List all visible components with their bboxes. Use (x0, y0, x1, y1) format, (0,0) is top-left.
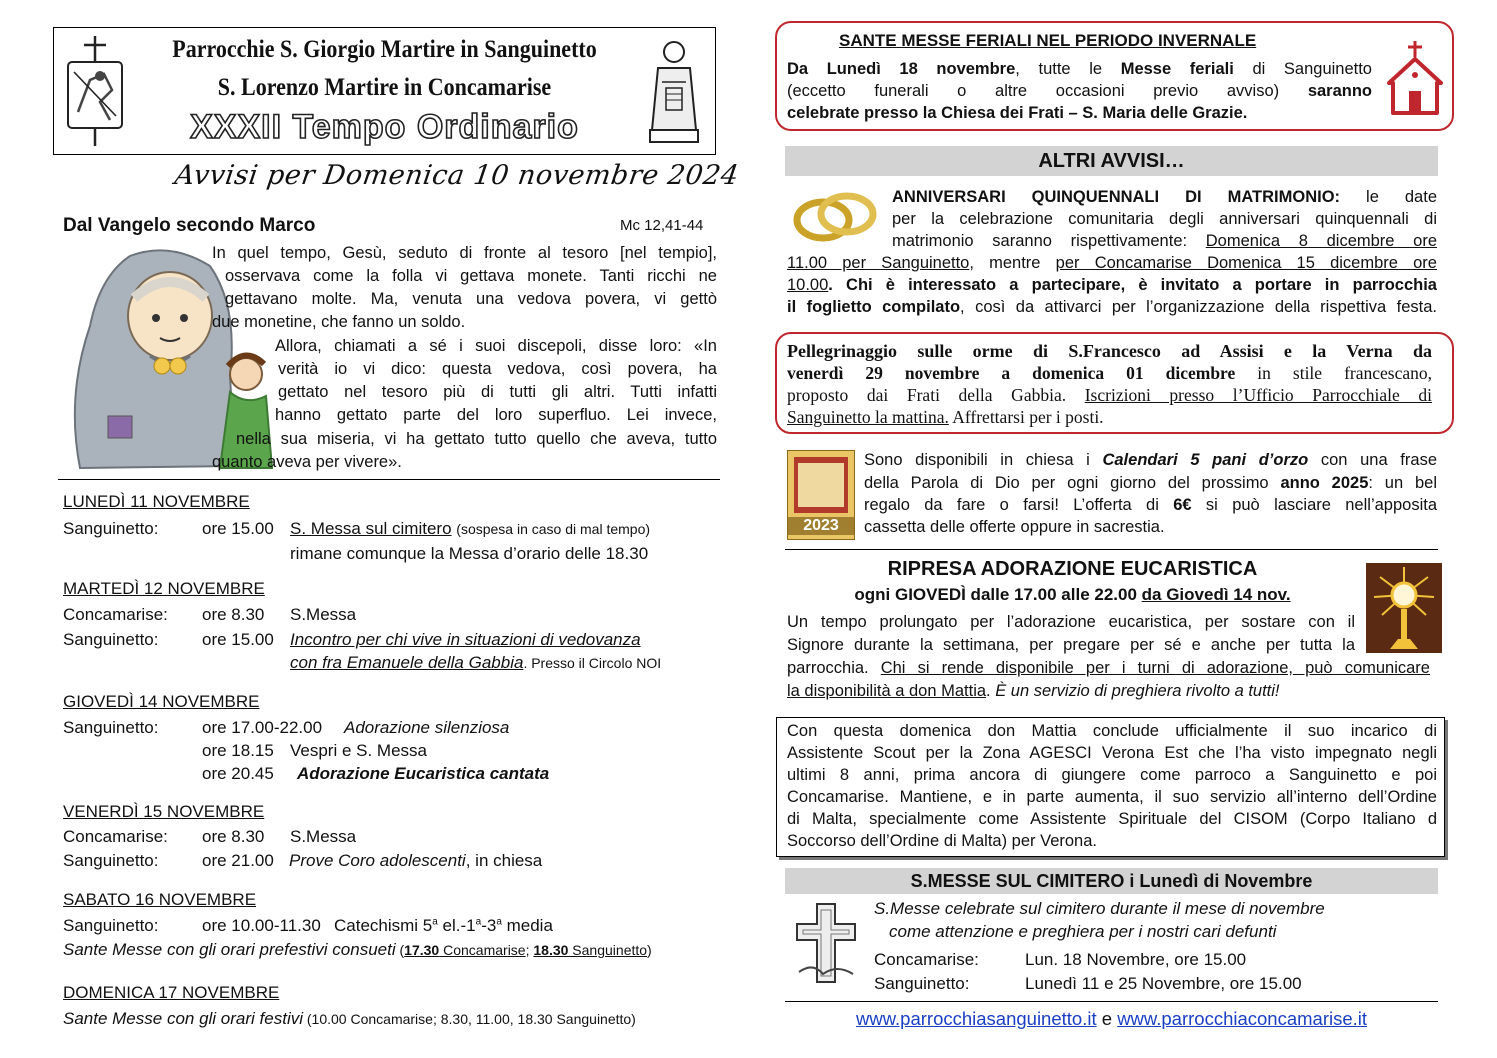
winter-masses-box (775, 21, 1454, 131)
anniv-text: matrimonio saranno rispettivamente: (892, 232, 1206, 250)
calendar-year-text: anno 2025 (1280, 474, 1369, 492)
festive-text: Sante Messe con gli orari festivi (63, 1009, 303, 1028)
time-label: ore 21.00 (202, 851, 274, 870)
altri-avvisi-bar (785, 146, 1438, 176)
adoration-call: Chi si rende disponibile per i turni di adorazione, può comunicare (880, 659, 1430, 677)
anniv-line-1 (892, 186, 1437, 208)
place-label: Concamarise: (63, 827, 168, 846)
gospel-line: nella sua miseria, vi ha gettato tutto quello che aveva, tutto (236, 430, 717, 448)
anniv-text: le date (1340, 188, 1437, 206)
altri-avvisi-title: ALTRI AVVISI… (1038, 150, 1185, 172)
separator: ; (525, 942, 534, 958)
place-label: Concamarise: (874, 950, 979, 969)
anniv-text: , mentre (969, 254, 1056, 272)
superscript: a (475, 916, 482, 928)
event-title: el.-1 (437, 916, 476, 935)
place-label: Sanguinetto: (63, 630, 159, 649)
divider (58, 479, 720, 480)
anniv-line-5 (787, 274, 1437, 296)
anniv-line-4 (787, 252, 1437, 274)
event-title: S.Messa (290, 605, 357, 624)
time-label: ore 20.45 (202, 764, 274, 783)
prefestive-time: 17.30 (404, 942, 440, 958)
time-label: ore 15.00 (202, 630, 274, 649)
place-label: Sanguinetto: (874, 974, 970, 993)
prefestive-place: Concamarise (439, 942, 526, 958)
anniv-text: , così da attivarci per l’organizzazione della rispettiva festa. (960, 298, 1437, 316)
anniv-line-2: per la celebrazione comunitaria degli anniversari quinquennali di (892, 210, 1437, 228)
festive-line (63, 1009, 636, 1029)
calendar-line-1 (864, 449, 1437, 471)
winter-title: SANTE MESSE FERIALI NEL PERIODO INVERNALE (839, 31, 1257, 50)
winter-line-1 (787, 59, 1372, 80)
event-title: S. Messa sul cimitero (290, 519, 452, 538)
day-heading-thursday: GIOVEDÌ 14 NOVEMBRE (63, 692, 260, 711)
place-label: Sanguinetto: (63, 718, 159, 737)
cemetery-time: Lun. 18 Novembre, ore 15.00 (1025, 950, 1247, 969)
calendar-line-4: cassetta delle offerte oppure in sacrestia. (864, 518, 1165, 536)
calendar-line-2 (864, 472, 1437, 494)
gospel-line: osservava come la folla vi gettava monete. Tanti ricchi ne (225, 267, 717, 285)
anniv-date: 10.00 (787, 276, 829, 294)
footer-links (785, 1008, 1438, 1030)
st-lorenzo-icon (642, 34, 706, 148)
pilgrimage-box (775, 332, 1454, 434)
calendar-cover-icon (787, 450, 855, 540)
gospel-line: Allora, chiamati a sé i suoi discepoli, disse loro: «In (275, 337, 717, 355)
pilgrimage-line-4 (787, 406, 1104, 428)
superscript: a (432, 916, 438, 928)
event-monday (290, 519, 650, 539)
time-label: ore 10.00-11.30 (202, 916, 321, 935)
winter-text-bold: saranno (1307, 82, 1372, 100)
gospel-heading: Dal Vangelo secondo Marco (63, 215, 316, 236)
wedding-rings-icon (787, 186, 883, 246)
winter-date: Da Lunedì 18 novembre (787, 60, 1016, 78)
adoration-line-4 (787, 680, 1280, 702)
calendar-price: 6€ (1173, 496, 1192, 514)
adoration-line-2: Signore durante la settimana, per pregare per sé e anche per tutta la (787, 636, 1355, 654)
anniv-line-6 (787, 296, 1437, 318)
link-sanguinetto[interactable]: www.parrocchiasanguinetto.it (855, 1008, 1097, 1029)
anniv-line-3 (892, 230, 1437, 252)
event-title: Vespri e S. Messa (290, 741, 428, 760)
scout-line: ultimi 8 anni, prima ancora di giungere come parroco a Sanguinetto e poi (787, 766, 1437, 784)
header-box (53, 27, 716, 155)
day-heading-saturday: SABATO 16 NOVEMBRE (63, 890, 257, 909)
footer-and: e (1096, 1008, 1118, 1029)
pilgrimage-registration: Sanguinetto la mattina. (787, 407, 949, 427)
gospel-line: due monetine, che fanno un soldo. (212, 313, 466, 331)
event-note: . Presso il Circolo NOI (523, 655, 662, 671)
divider (785, 1001, 1438, 1002)
cemetery-bar (785, 868, 1438, 894)
church-icon (1383, 39, 1447, 117)
paren: ) (647, 942, 652, 958)
event-note: (sospesa in caso di mal tempo) (456, 521, 651, 537)
winter-line-2 (787, 81, 1372, 102)
day-heading-monday: LUNEDÌ 11 NOVEMBRE (63, 492, 250, 511)
scout-line: Concamarise. Mantiene, e in parte aumenta, il suo servizio all’interno dell’Ordine (787, 788, 1437, 806)
gospel-line: hanno gettato parte del loro superfluo. Lei invece, (275, 406, 717, 424)
adoration-line-1: Un tempo prolungato per l’adorazione eucaristica, per sostare con il (787, 613, 1355, 631)
adoration-line-3 (787, 657, 1430, 679)
event-title: Adorazione Eucaristica cantata (297, 764, 550, 783)
prefestive-time: 18.30 (533, 942, 569, 958)
adoration-title: RIPRESA ADORAZIONE EUCARISTICA (887, 558, 1258, 580)
event-title: media (501, 916, 553, 935)
gospel-line: gettavano molte. Ma, venuta una vedova povera, vi gettò (225, 290, 717, 308)
anniv-date: per Concamarise Domenica 15 dicembre ore (1055, 254, 1437, 272)
place-label: Sanguinetto: (63, 851, 159, 870)
cemetery-line-1: S.Messe celebrate sul cimitero durante il mese di novembre (874, 899, 1325, 918)
winter-text: , tutte le (1015, 60, 1121, 78)
event-note: , in chiesa (465, 851, 543, 870)
pilgrimage-text: proposto dai Frati della Gabbia. (787, 385, 1085, 405)
monstrance-icon (1366, 563, 1442, 653)
event-title: S.Messa (290, 827, 357, 846)
gospel-line: In quel tempo, Gesù, seduto di fronte al tesoro [nel tempio], (212, 244, 717, 262)
time-label: ore 17.00-22.00 (202, 718, 323, 737)
scout-line: di Malta, specialmente come Assistente Spirituale del CISOM (Corpo Italiano d (787, 810, 1437, 828)
time-label: ore 8.30 (202, 605, 265, 624)
gospel-reference: Mc 12,41-44 (620, 217, 704, 234)
gospel-line: gettato nel tesoro più di tutti gli altri. Tutti infatti (278, 383, 717, 401)
calendar-text: con una frase (1308, 451, 1437, 469)
event-tuesday-line2 (290, 653, 661, 673)
adoration-start: da Giovedì 14 nov. (1141, 585, 1291, 604)
winter-text-bold: Messe feriali (1120, 60, 1234, 78)
pilgrimage-line-2 (787, 362, 1432, 384)
superscript: a (496, 916, 502, 928)
adoration-call: la disponibilità a don Mattia (787, 682, 987, 700)
adoration-schedule: ogni GIOVEDÌ dalle 17.00 alle 22.00 (854, 585, 1142, 604)
liturgical-title: XXXII Tempo Ordinario (190, 108, 579, 146)
pilgrimage-line-1: Pellegrinaggio sulle orme di S.Francesco ad Assisi e la Verna da (787, 341, 1432, 361)
anniv-label: ANNIVERSARI QUINQUENNALI DI MATRIMONIO: (892, 188, 1341, 206)
winter-text: di Sanguinetto (1233, 60, 1372, 78)
adoration-motto: È un servizio di preghiera rivolto a tutti! (995, 682, 1280, 700)
pilgrimage-text: Affrettarsi per i posti. (948, 407, 1104, 427)
event-friday (289, 851, 542, 871)
calendar-text: si può lasciare nell’apposita (1191, 496, 1437, 514)
calendar-text: : un bel (1368, 474, 1437, 492)
cemetery-time: Lunedì 11 e 25 Novembre, ore 15.00 (1025, 974, 1302, 993)
calendar-text: regalo da fare o farsi! L’offerta di (864, 496, 1174, 514)
event-title: Catechismi 5 (334, 916, 433, 935)
calendar-name: Calendari 5 pani d’orzo (1102, 451, 1309, 469)
winter-line-3: celebrate presso la Chiesa dei Frati – S. Maria delle Grazie. (787, 104, 1248, 122)
prefestive-place: Sanguinetto (568, 942, 648, 958)
calendar-text: della Parola di Dio per ogni giorno del prossimo (864, 474, 1281, 492)
adoration-text: . (986, 682, 996, 700)
scout-line: Assistente Scout per la Zona AGESCI Verona Est che l’ha visto impegnato negli (787, 744, 1437, 762)
festive-note: (10.00 Concamarise; 8.30, 11.00, 18.30 Sanguinetto) (303, 1011, 636, 1027)
calendar-text: Sono disponibili in chiesa i (864, 451, 1103, 469)
parish-line-2: S. Lorenzo Martire in Concamarise (217, 74, 552, 101)
anniv-date: Domenica 8 dicembre ore (1205, 232, 1437, 250)
gospel-line: verità io vi dico: questa vedova, così povera, ha (278, 360, 717, 378)
scout-notice-box (776, 717, 1445, 857)
cemetery-title: S.MESSE SUL CIMITERO i Lunedì di Novembre (910, 871, 1313, 891)
time-label: ore 15.00 (202, 519, 274, 538)
place-label: Sanguinetto: (63, 916, 159, 935)
gospel-line: quanto aveva per vivere». (212, 453, 402, 471)
pilgrimage-dates: venerdì 29 novembre a domenica 01 dicembre (787, 363, 1236, 383)
event-title: Adorazione silenziosa (344, 718, 510, 737)
winter-text: (eccetto funerali o altre occasioni previo avviso) (787, 82, 1308, 100)
prefestive-text: Sante Messe con gli orari prefestivi consueti (63, 940, 396, 959)
paren: ( (395, 942, 405, 958)
prefestive-line (63, 940, 652, 960)
pilgrimage-text: in stile francescano, (1235, 363, 1432, 383)
adoration-subtitle (785, 585, 1360, 605)
divider (785, 549, 1438, 550)
time-label: ore 8.30 (202, 827, 265, 846)
day-heading-sunday: DOMENICA 17 NOVEMBRE (63, 983, 280, 1002)
day-heading-friday: VENERDÌ 15 NOVEMBRE (63, 802, 265, 821)
anniv-text-bold: il foglietto compilato (787, 298, 961, 316)
pilgrimage-line-3 (787, 384, 1432, 406)
pilgrimage-registration: Iscrizioni presso l’Ufficio Parrocchiale di (1084, 385, 1432, 405)
event-catechism (334, 916, 553, 936)
adoration-text: parrocchia. (787, 659, 881, 677)
place-label: Sanguinetto: (63, 519, 159, 538)
avvisi-title: Avvisi per Domenica 10 novembre 2024 (172, 160, 741, 191)
event-title: -3 (481, 916, 497, 935)
event-title: con fra Emanuele della Gabbia (290, 653, 524, 672)
cemetery-cross-icon (793, 902, 859, 984)
calendar-line-3 (864, 494, 1437, 516)
scout-line: Con questa domenica don Mattia conclude ufficialmente il suo incarico di (787, 722, 1437, 740)
event-title: Incontro per chi vive in situazioni di vedovanza (290, 630, 641, 649)
event-note-2: rimane comunque la Messa d’orario delle 18.30 (290, 544, 649, 563)
day-heading-tuesday: MARTEDÌ 12 NOVEMBRE (63, 579, 265, 598)
calendar-year: 2023 (788, 517, 854, 535)
parish-line-1: Parrocchie S. Giorgio Martire in Sanguinetto (172, 36, 597, 63)
anniv-date: 11.00 per Sanguinetto (787, 254, 970, 272)
time-label: ore 18.15 (202, 741, 274, 760)
anniv-text-bold: . Chi è interessato a partecipare, è invitato a portare in parrocchia (828, 276, 1437, 294)
cemetery-line-2: come attenzione e preghiera per i nostri cari defunti (889, 922, 1277, 941)
event-title: Prove Coro adolescenti (289, 851, 466, 870)
link-concamarise[interactable]: www.parrocchiaconcamarise.it (1117, 1008, 1368, 1029)
place-label: Concamarise: (63, 605, 168, 624)
scout-line: Soccorso dell’Ordine di Malta) per Verona. (787, 832, 1097, 850)
